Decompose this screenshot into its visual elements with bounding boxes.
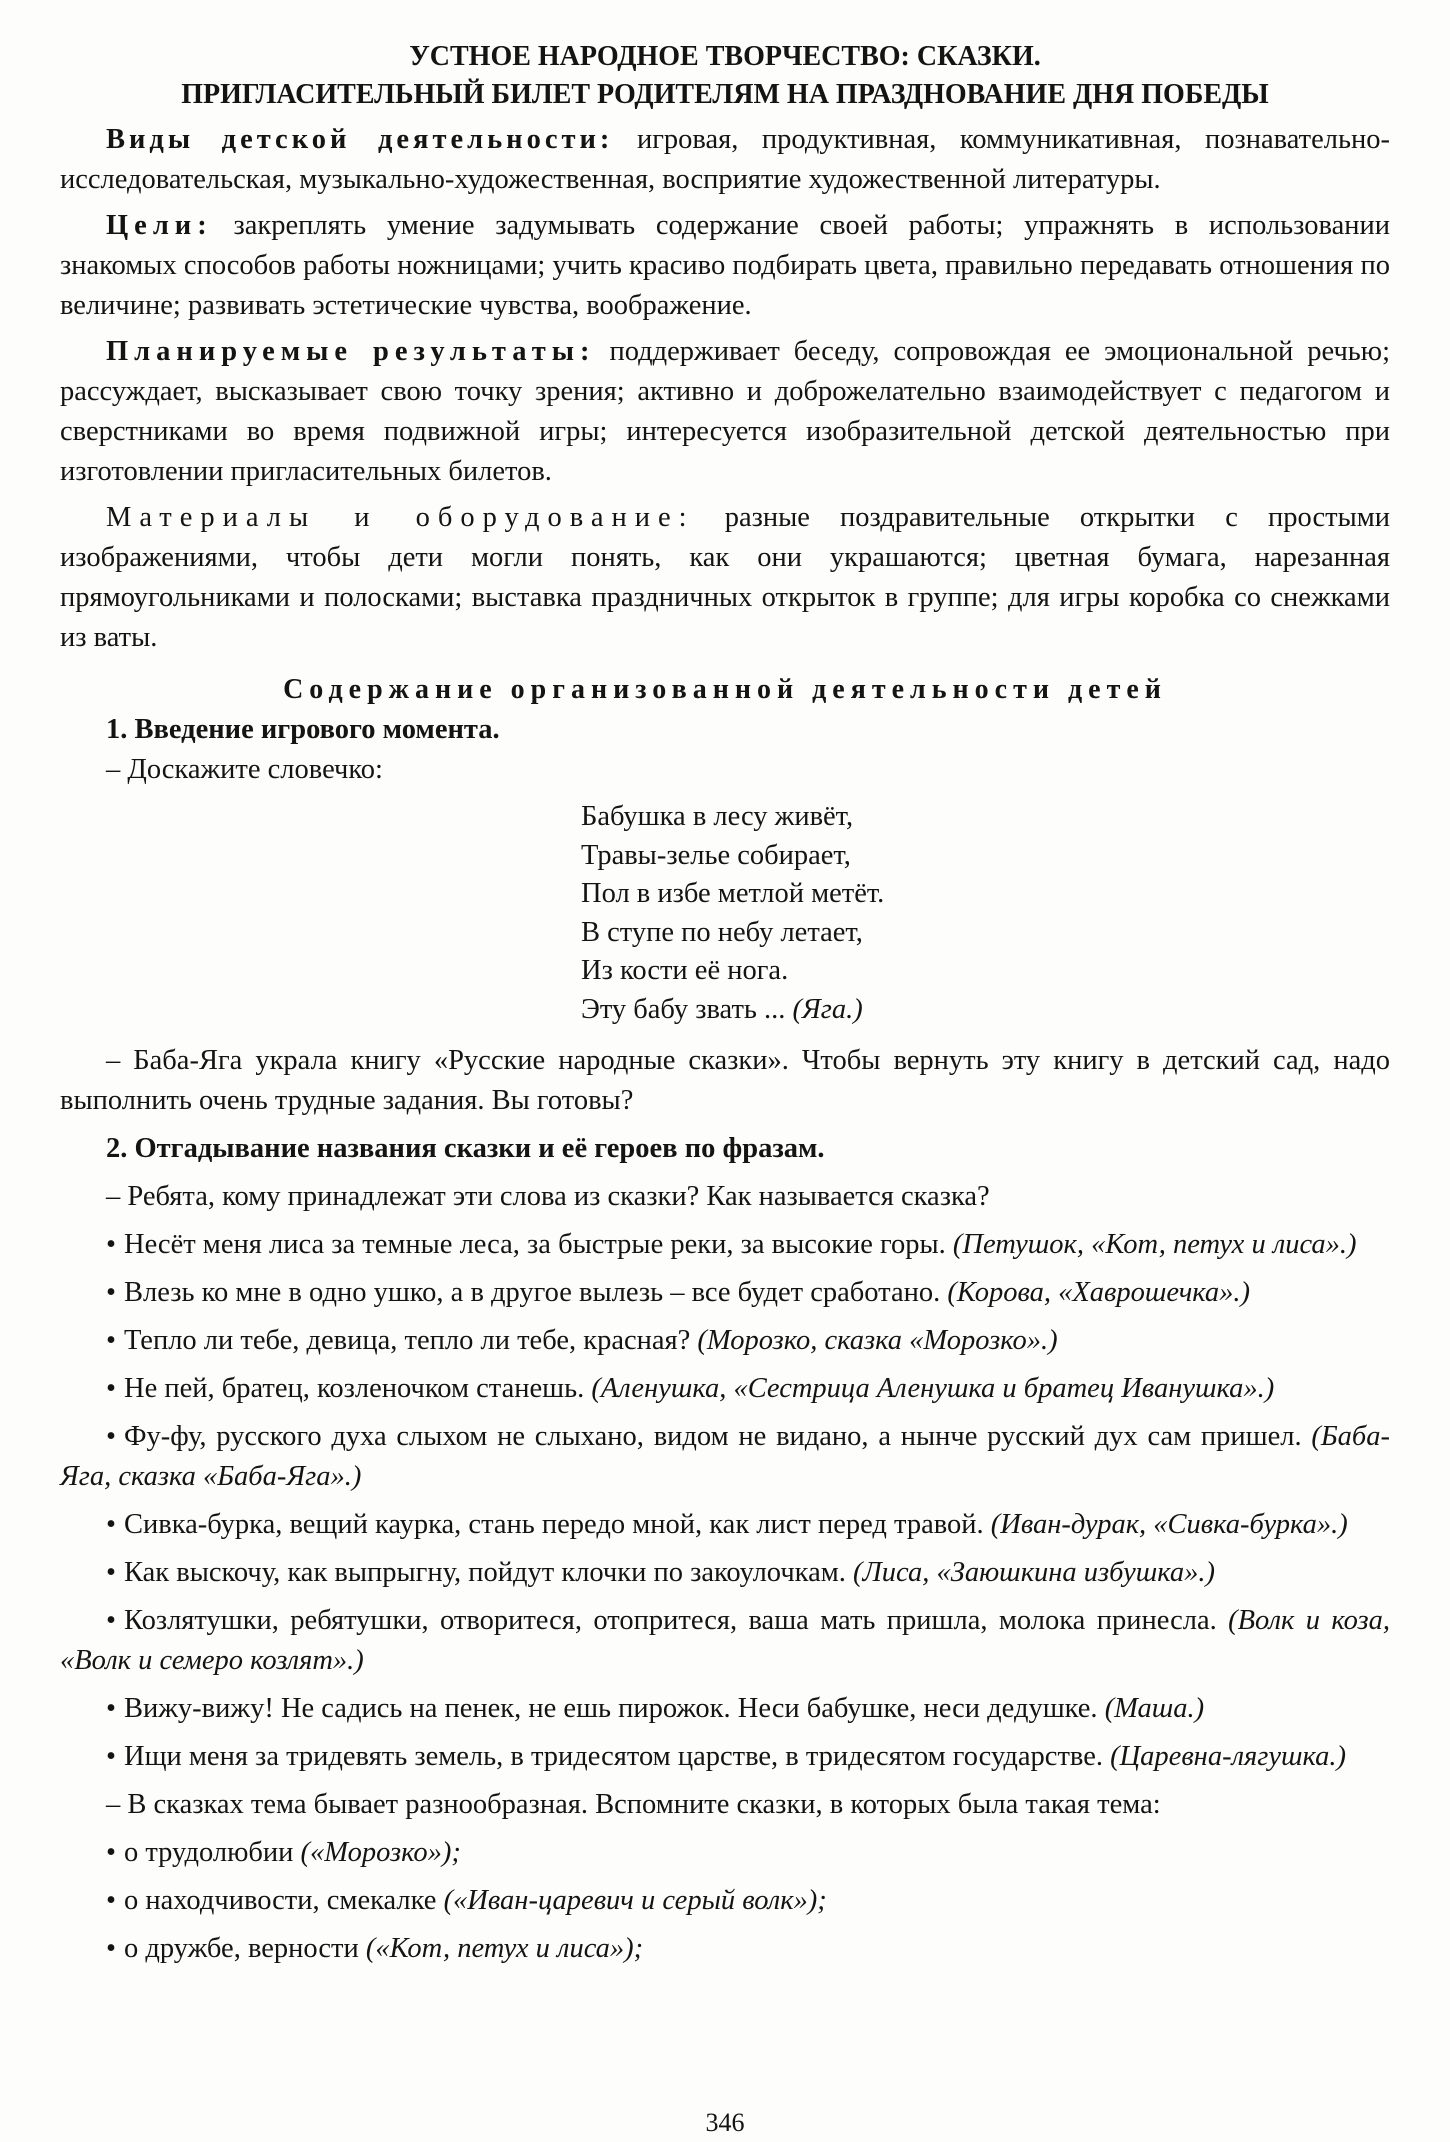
step-2-question: – Ребята, кому принадлежат эти слова из сказки? Как называется сказка? <box>106 1181 990 1212</box>
results-text: поддерживает беседу, сопровождая ее эмоциональной речью; рассуждает, высказывает свою точку зрения; активно и доброжелательно взаимодействует с педагогом и сверстниками во время подвижной игры; интересуется изобразительной детской деятельностью при изготовлении пригласительных билетов. <box>60 336 1390 487</box>
phrase-text: Ищи меня за тридевять земель, в тридесятом царстве, в тридесятом государстве. <box>123 1741 1111 1772</box>
poem-line: Из кости её нога. <box>581 955 789 986</box>
step-1-after: – Баба-Яга украла книгу «Русские народные сказки». Чтобы вернуть эту книгу в детский сад, надо выполнить очень трудные задания. Вы готовы? <box>60 1045 1390 1116</box>
phrase-text: Несёт меня лиса за темные леса, за быстрые реки, за высокие горы. <box>123 1229 953 1260</box>
poem-line: Пол в избе метлой метёт. <box>581 878 885 909</box>
phrase-text: Вижу-вижу! Не садись на пенек, не ешь пирожок. Неси бабушке, неси дедушке. <box>123 1693 1105 1724</box>
poem-line-last <box>581 991 1390 1030</box>
phrase-answer: (Аленушка, «Сестрица Аленушка и братец Иванушка».) <box>591 1373 1275 1404</box>
theme-intro: – В сказках тема бывает разнообразная. Вспомните сказки, в которых была такая тема: <box>106 1789 1161 1820</box>
theme-text: о находчивости, смекалке <box>123 1885 444 1916</box>
theme-item <box>60 1881 1390 1921</box>
theme-text: о дружбе, верности <box>123 1933 366 1964</box>
phrase-text: Не пей, братец, козленочком станешь. <box>123 1373 592 1404</box>
goals-label: Цели: <box>106 210 213 241</box>
phrase-item <box>60 1505 1390 1545</box>
phrase-item <box>60 1737 1390 1777</box>
phrase-item <box>60 1369 1390 1409</box>
phrase-answer: (Петушок, «Кот, петух и лиса».) <box>952 1229 1357 1260</box>
phrase-item <box>60 1601 1390 1681</box>
goals-text: закреплять умение задумывать содержание своей работы; упражнять в использовании знакомых способов работы ножницами; учить красиво подбирать цвета, правильно передавать отношения по величине; развивать эстетические чувства, воображение. <box>60 210 1390 321</box>
theme-text: о трудолюбии <box>123 1837 301 1868</box>
phrase-answer: (Волк и коза, «Волк и семеро козлят».) <box>60 1605 1390 1676</box>
riddle-poem <box>581 798 1390 1029</box>
phrase-item <box>60 1417 1390 1497</box>
theme-item <box>60 1929 1390 1969</box>
step-1-intro: – Доскажите словечко: <box>106 754 383 785</box>
poem-line: Травы-зелье собирает, <box>581 839 851 871</box>
poem-last-text: Эту бабу звать ... <box>581 993 793 1025</box>
title-line-2: ПРИГЛАСИТЕЛЬНЫЙ БИЛЕТ РОДИТЕЛЯМ НА ПРАЗДНОВАНИЕ ДНЯ ПОБЕДЫ <box>181 79 1269 110</box>
phrase-answer: (Лиса, «Заюшкина избушка».) <box>853 1557 1216 1588</box>
step-1-heading: 1. Введение игрового момента. <box>106 714 500 745</box>
theme-item <box>60 1833 1390 1873</box>
page-number: 346 <box>705 2108 745 2137</box>
results-paragraph <box>60 332 1390 492</box>
theme-answer: («Морозко»); <box>300 1837 461 1868</box>
page-title <box>60 38 1390 114</box>
phrase-text: Сивка-бурка, вещий каурка, стань передо мной, как лист перед травой. <box>123 1509 991 1540</box>
phrase-text: Козлятушки, ребятушки, отворитеся, отопритеся, ваша мать пришла, молока принесла. <box>123 1605 1229 1636</box>
phrase-text: Фу-фу, русского духа слыхом не слыхано, видом не видано, а нынче русский дух сам пришел. <box>123 1421 1312 1452</box>
goals-paragraph <box>60 206 1390 326</box>
phrase-item <box>60 1689 1390 1729</box>
phrase-item <box>60 1273 1390 1313</box>
phrase-item <box>60 1225 1390 1265</box>
phrase-answer: (Царевна-лягушка.) <box>1110 1741 1347 1772</box>
poem-answer: (Яга.) <box>792 993 863 1025</box>
phrase-item <box>60 1553 1390 1593</box>
poem-line: Бабушка в лесу живёт, <box>581 801 854 832</box>
activities-text: игровая, продуктивная, коммуникативная, познавательно-исследовательская, музыкально-художественная, восприятие художественной литературы. <box>60 124 1390 195</box>
theme-answer: («Кот, петух и лиса»); <box>365 1933 644 1964</box>
content-section-title: Содержание организованной деятельности детей <box>283 674 1167 705</box>
phrase-item <box>60 1321 1390 1361</box>
results-label: Планируемые результаты: <box>106 336 596 367</box>
phrase-text: Как выскочу, как выпрыгну, пойдут клочки по закоулочкам. <box>123 1557 854 1588</box>
phrase-answer: (Иван-дурак, «Сивка-бурка».) <box>990 1509 1348 1540</box>
materials-label: Материалы и оборудование: <box>106 502 695 533</box>
phrase-answer: (Маша.) <box>1104 1693 1205 1724</box>
step-2-heading: 2. Отгадывание названия сказки и её героев по фразам. <box>106 1133 825 1164</box>
phrase-text: Тепло ли тебе, девица, тепло ли тебе, красная? <box>123 1325 698 1356</box>
phrase-answer: (Корова, «Хаврошечка».) <box>947 1277 1251 1308</box>
materials-paragraph <box>60 498 1390 658</box>
activities-paragraph <box>60 120 1390 200</box>
phrase-text: Влезь ко мне в одно ушко, а в другое вылезь – все будет сработано. <box>123 1277 948 1308</box>
activities-label: Виды детской деятельности: <box>106 124 614 155</box>
theme-answer: («Иван-царевич и серый волк»); <box>443 1885 827 1916</box>
phrase-answer: (Баба-Яга, сказка «Баба-Яга».) <box>60 1421 1390 1492</box>
title-line-1: УСТНОЕ НАРОДНОЕ ТВОРЧЕСТВО: СКАЗКИ. <box>409 41 1041 72</box>
materials-text: разные поздравительные открытки с простыми изображениями, чтобы дети могли понять, как они украшаются; цветная бумага, нарезанная прямоугольниками и полосками; выставка праздничных открыток в группе; для игры коробка со снежками из ваты. <box>60 502 1391 653</box>
poem-line: В ступе по небу летает, <box>581 916 863 948</box>
phrase-answer: (Морозко, сказка «Морозко».) <box>697 1325 1058 1356</box>
